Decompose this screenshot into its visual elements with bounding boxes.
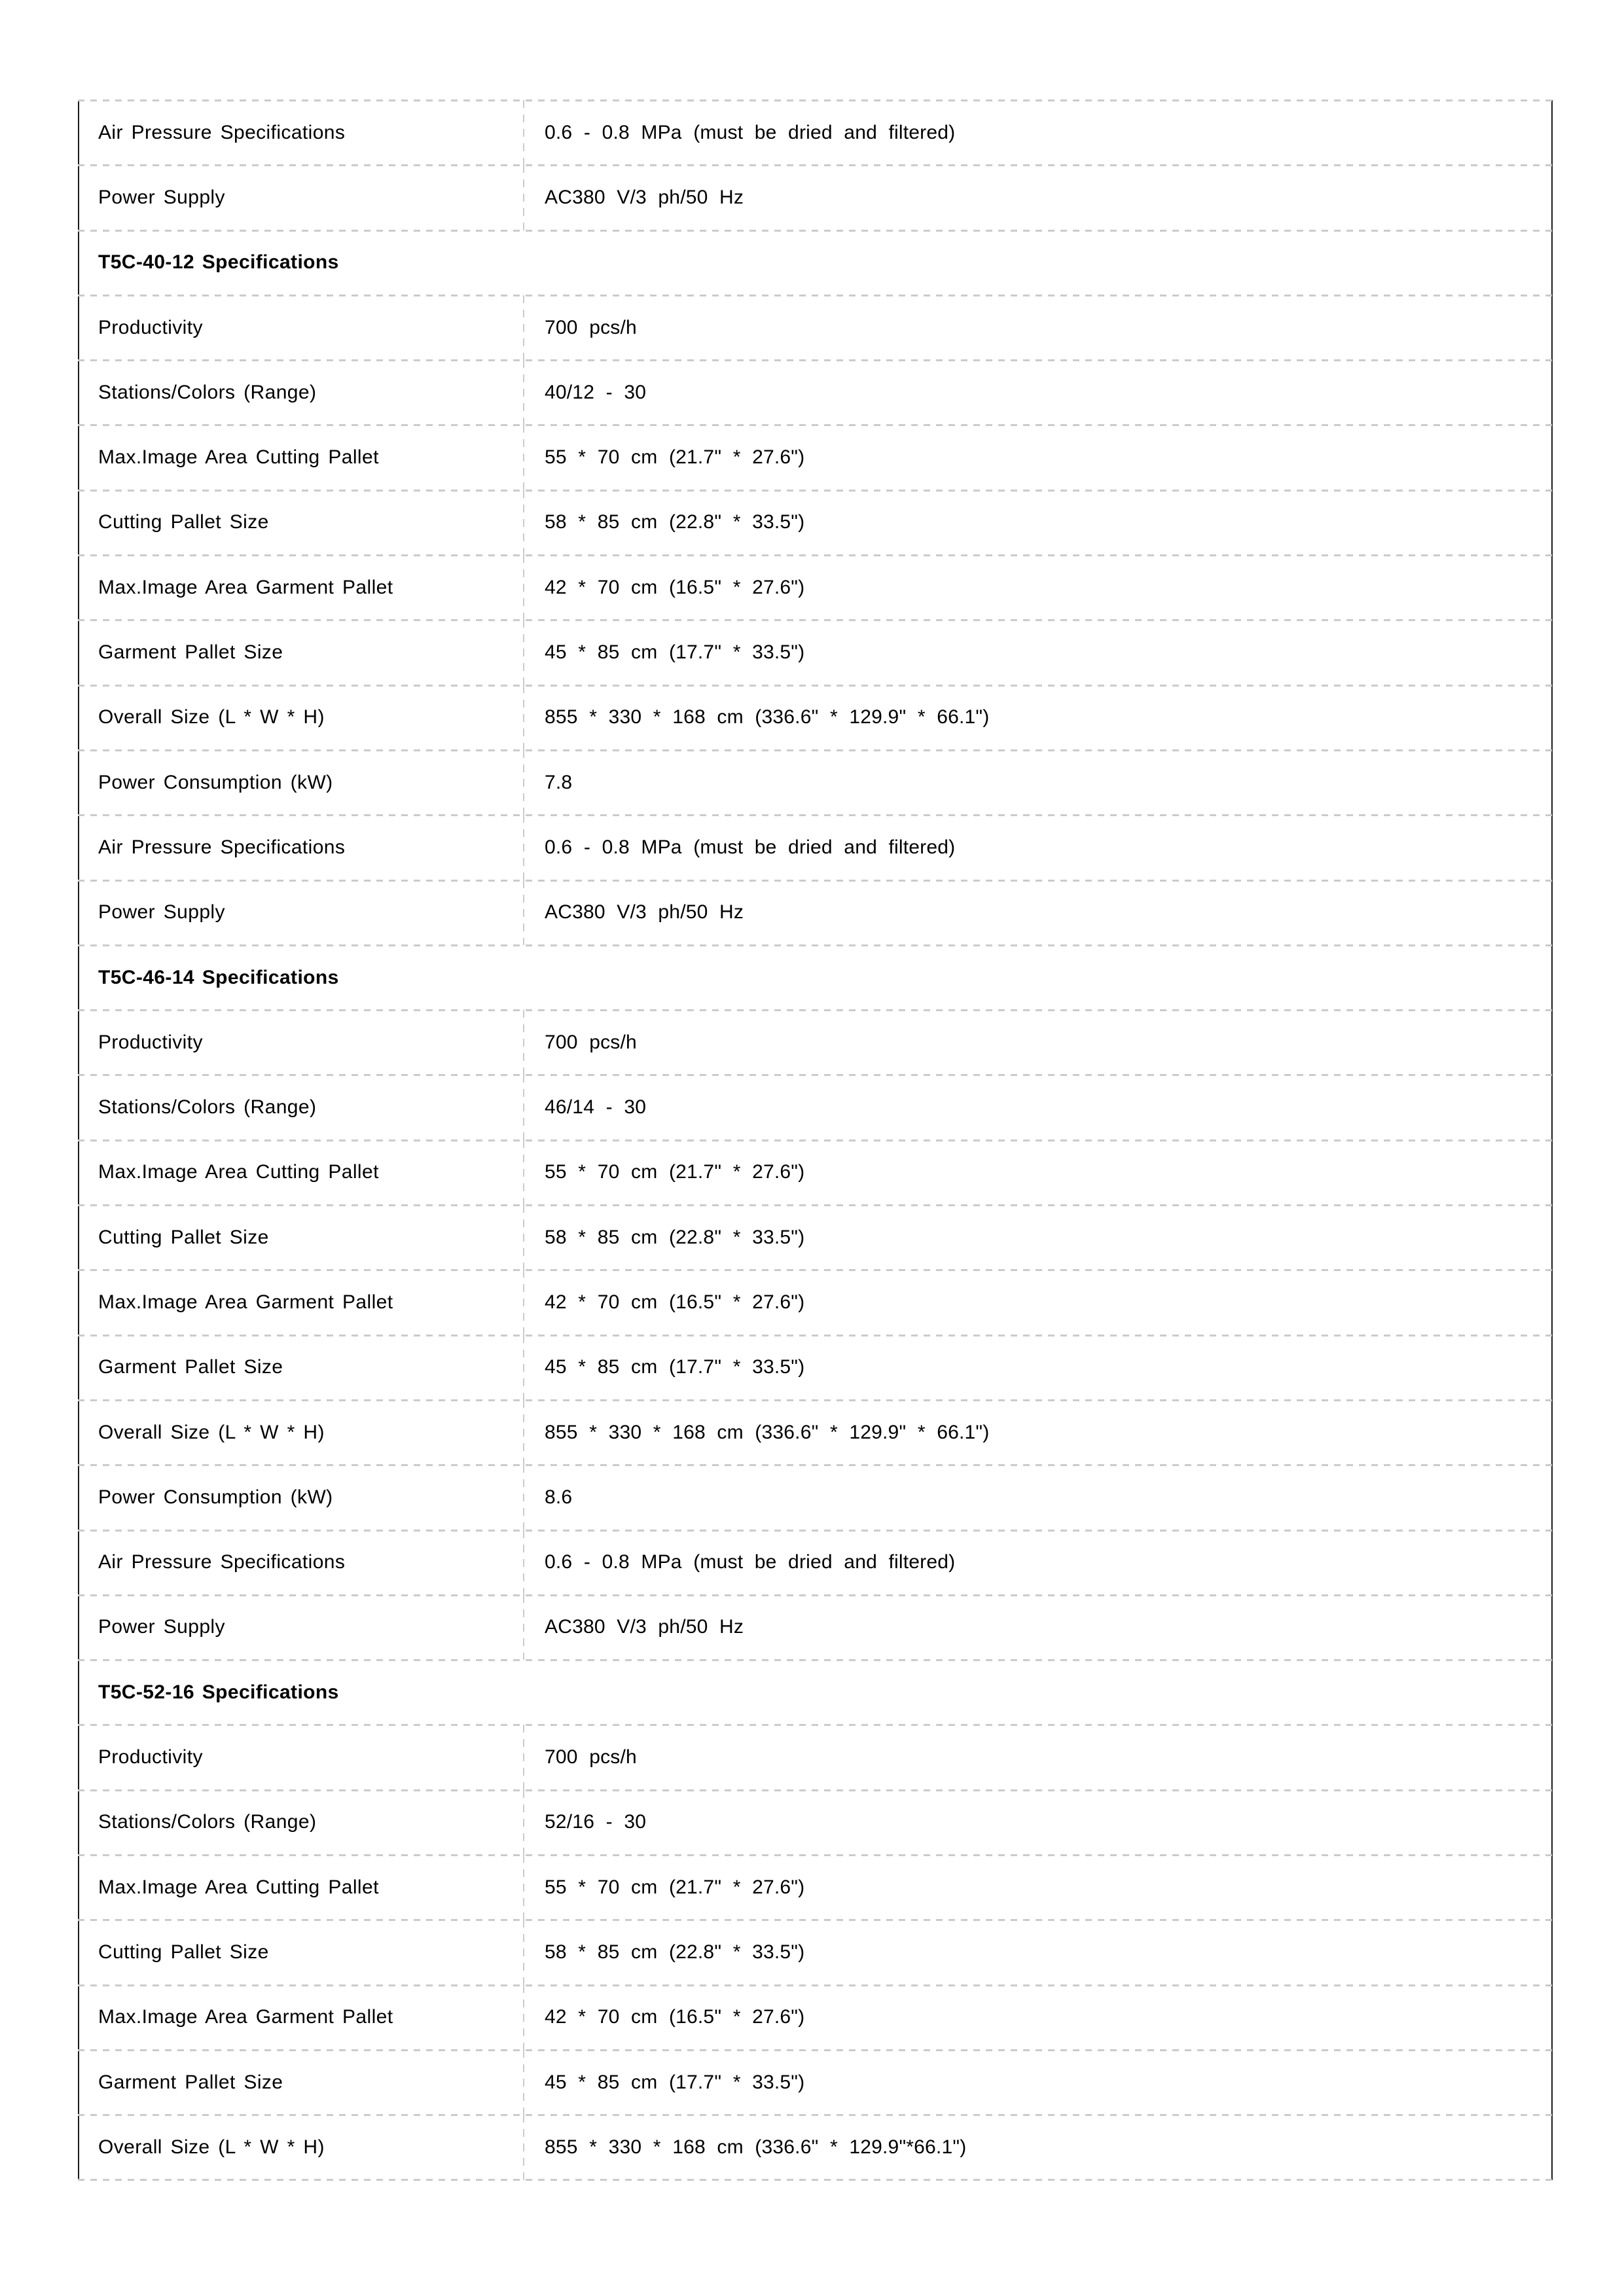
spec-label-cell xyxy=(79,360,524,425)
spec-row xyxy=(79,2050,1551,2115)
spec-value: 46/14 - 30 xyxy=(545,1096,647,1119)
spec-label-cell xyxy=(79,1465,524,1530)
spec-row xyxy=(79,685,1551,750)
spec-value: 52/16 - 30 xyxy=(545,1811,647,1833)
spec-value: 0.6 - 0.8 MPa (must be dried and filtered) xyxy=(545,836,956,858)
spec-value: 42 * 70 cm (16.5" * 27.6") xyxy=(545,576,805,598)
spec-value: 0.6 - 0.8 MPa (must be dried and filtered) xyxy=(545,1551,956,1573)
spec-value: 700 pcs/h xyxy=(545,1031,637,1053)
spec-value-cell xyxy=(524,880,1551,945)
spec-value-cell xyxy=(524,555,1551,620)
spec-label: Max.Image Area Garment Pallet xyxy=(98,2006,393,2028)
spec-label-cell xyxy=(79,1140,524,1205)
spec-row xyxy=(79,1465,1551,1530)
spec-row xyxy=(79,1595,1551,1660)
spec-label-cell xyxy=(79,295,524,360)
spec-label: Power Supply xyxy=(98,901,225,924)
spec-value-cell xyxy=(524,1270,1551,1335)
spec-label: Overall Size (L * W * H) xyxy=(98,2136,325,2158)
spec-label-cell xyxy=(79,1920,524,1984)
spec-row xyxy=(79,165,1551,230)
specs-table xyxy=(78,100,1553,2180)
spec-row xyxy=(79,1140,1551,1205)
spec-row xyxy=(79,490,1551,555)
spec-row xyxy=(79,620,1551,685)
spec-value-cell xyxy=(524,1595,1551,1660)
spec-value-cell xyxy=(524,490,1551,555)
spec-label-cell xyxy=(79,100,524,165)
spec-value-cell xyxy=(524,360,1551,425)
spec-label: Power Consumption (kW) xyxy=(98,1486,333,1508)
spec-label-cell xyxy=(79,685,524,750)
spec-label: Max.Image Area Cutting Pallet xyxy=(98,1876,379,1898)
section-header-label: T5C-40-12 Specifications xyxy=(98,251,339,274)
spec-label-cell xyxy=(79,1335,524,1400)
spec-label-cell xyxy=(79,1205,524,1270)
spec-label-cell xyxy=(79,2115,524,2179)
spec-row xyxy=(79,100,1551,165)
spec-value: 700 pcs/h xyxy=(545,1746,637,1768)
spec-value-cell xyxy=(524,1075,1551,1139)
spec-value: 55 * 70 cm (21.7" * 27.6") xyxy=(545,446,805,469)
spec-label: Power Supply xyxy=(98,186,225,208)
spec-value-cell xyxy=(524,685,1551,750)
spec-value-cell xyxy=(524,2050,1551,2115)
spec-value: 7.8 xyxy=(545,771,573,793)
spec-label: Air Pressure Specifications xyxy=(98,1551,346,1573)
spec-value: 45 * 85 cm (17.7" * 33.5") xyxy=(545,641,805,664)
spec-row xyxy=(79,1920,1551,1984)
spec-label: Productivity xyxy=(98,1031,203,1053)
spec-value-cell xyxy=(524,1335,1551,1400)
spec-value: 855 * 330 * 168 cm (336.6" * 129.9"*66.1") xyxy=(545,2136,967,2158)
spec-label-cell xyxy=(79,815,524,880)
spec-value: 8.6 xyxy=(545,1486,573,1508)
spec-label-cell xyxy=(79,620,524,685)
spec-value-cell xyxy=(524,1725,1551,1789)
spec-value-cell xyxy=(524,295,1551,360)
spec-label-cell xyxy=(79,2050,524,2115)
spec-label: Max.Image Area Garment Pallet xyxy=(98,1291,393,1313)
spec-label: Air Pressure Specifications xyxy=(98,121,346,143)
spec-value: 700 pcs/h xyxy=(545,316,637,338)
spec-row xyxy=(79,1400,1551,1465)
spec-value: 40/12 - 30 xyxy=(545,381,647,403)
spec-value: AC380 V/3 ph/50 Hz xyxy=(545,186,744,208)
spec-value-cell xyxy=(524,425,1551,490)
spec-row xyxy=(79,1075,1551,1139)
section-header-cell xyxy=(79,1660,1551,1725)
spec-value-cell xyxy=(524,750,1551,815)
spec-label: Power Consumption (kW) xyxy=(98,771,333,793)
spec-label-cell xyxy=(79,490,524,555)
spec-label-cell xyxy=(79,1595,524,1660)
spec-value-cell xyxy=(524,1400,1551,1465)
spec-row xyxy=(79,750,1551,815)
spec-row xyxy=(79,1205,1551,1270)
spec-value-cell xyxy=(524,1790,1551,1855)
section-header-cell xyxy=(79,230,1551,295)
spec-row xyxy=(79,295,1551,360)
section-header-row xyxy=(79,230,1551,295)
spec-label: Productivity xyxy=(98,316,203,338)
spec-label-cell xyxy=(79,880,524,945)
spec-label-cell xyxy=(79,1400,524,1465)
spec-label: Overall Size (L * W * H) xyxy=(98,1421,325,1443)
spec-label: Air Pressure Specifications xyxy=(98,836,346,858)
section-header-label: T5C-52-16 Specifications xyxy=(98,1681,339,1703)
spec-label-cell xyxy=(79,1725,524,1789)
spec-label: Max.Image Area Cutting Pallet xyxy=(98,1161,379,1183)
spec-label: Cutting Pallet Size xyxy=(98,1941,269,1963)
spec-value-cell xyxy=(524,1920,1551,1984)
spec-label: Garment Pallet Size xyxy=(98,2071,283,2093)
spec-row xyxy=(79,425,1551,490)
spec-label-cell xyxy=(79,1855,524,1920)
spec-value: 58 * 85 cm (22.8" * 33.5") xyxy=(545,1226,805,1248)
spec-row xyxy=(79,1790,1551,1855)
spec-label-cell xyxy=(79,1790,524,1855)
spec-label: Cutting Pallet Size xyxy=(98,1226,269,1248)
spec-label: Productivity xyxy=(98,1746,203,1768)
spec-label-cell xyxy=(79,1270,524,1335)
spec-value: 45 * 85 cm (17.7" * 33.5") xyxy=(545,2071,805,2093)
spec-label: Overall Size (L * W * H) xyxy=(98,706,325,728)
spec-label: Garment Pallet Size xyxy=(98,1356,283,1378)
spec-value-cell xyxy=(524,1140,1551,1205)
spec-label: Stations/Colors (Range) xyxy=(98,1096,317,1119)
spec-value: 42 * 70 cm (16.5" * 27.6") xyxy=(545,1291,805,1313)
spec-row xyxy=(79,1530,1551,1595)
spec-row xyxy=(79,1725,1551,1789)
spec-label: Stations/Colors (Range) xyxy=(98,381,317,403)
spec-row xyxy=(79,2115,1551,2179)
spec-label-cell xyxy=(79,165,524,230)
spec-value-cell xyxy=(524,1855,1551,1920)
spec-value: 42 * 70 cm (16.5" * 27.6") xyxy=(545,2006,805,2028)
spec-label: Max.Image Area Garment Pallet xyxy=(98,576,393,598)
spec-label-cell xyxy=(79,1075,524,1139)
spec-value: 855 * 330 * 168 cm (336.6" * 129.9" * 66.1") xyxy=(545,706,990,728)
spec-row xyxy=(79,555,1551,620)
spec-value: 0.6 - 0.8 MPa (must be dried and filtered) xyxy=(545,121,956,143)
spec-value: 58 * 85 cm (22.8" * 33.5") xyxy=(545,1941,805,1963)
section-header-cell xyxy=(79,945,1551,1010)
spec-value: 55 * 70 cm (21.7" * 27.6") xyxy=(545,1161,805,1183)
spec-value: AC380 V/3 ph/50 Hz xyxy=(545,1616,744,1638)
spec-value: 55 * 70 cm (21.7" * 27.6") xyxy=(545,1876,805,1898)
spec-row xyxy=(79,880,1551,945)
spec-row xyxy=(79,1010,1551,1075)
spec-value-cell xyxy=(524,1010,1551,1075)
spec-label: Max.Image Area Cutting Pallet xyxy=(98,446,379,469)
spec-value-cell xyxy=(524,815,1551,880)
spec-row xyxy=(79,1985,1551,2050)
section-header-row xyxy=(79,945,1551,1010)
spec-row xyxy=(79,1270,1551,1335)
spec-row xyxy=(79,1855,1551,1920)
spec-label: Power Supply xyxy=(98,1616,225,1638)
spec-label-cell xyxy=(79,555,524,620)
spec-value: 855 * 330 * 168 cm (336.6" * 129.9" * 66.1") xyxy=(545,1421,990,1443)
spec-label: Garment Pallet Size xyxy=(98,641,283,664)
spec-value-cell xyxy=(524,1465,1551,1530)
spec-label-cell xyxy=(79,750,524,815)
spec-value-cell xyxy=(524,2115,1551,2179)
spec-value-cell xyxy=(524,620,1551,685)
spec-label: Stations/Colors (Range) xyxy=(98,1811,317,1833)
spec-value-cell xyxy=(524,165,1551,230)
spec-value: 58 * 85 cm (22.8" * 33.5") xyxy=(545,511,805,533)
spec-label: Cutting Pallet Size xyxy=(98,511,269,533)
spec-value-cell xyxy=(524,1530,1551,1595)
spec-row xyxy=(79,360,1551,425)
spec-value-cell xyxy=(524,1205,1551,1270)
spec-value: 45 * 85 cm (17.7" * 33.5") xyxy=(545,1356,805,1378)
spec-value-cell xyxy=(524,100,1551,165)
spec-label-cell xyxy=(79,425,524,490)
spec-label-cell xyxy=(79,1010,524,1075)
spec-label-cell xyxy=(79,1530,524,1595)
spec-row xyxy=(79,1335,1551,1400)
section-header-label: T5C-46-14 Specifications xyxy=(98,966,339,988)
section-header-row xyxy=(79,1660,1551,1725)
spec-value-cell xyxy=(524,1985,1551,2050)
spec-value: AC380 V/3 ph/50 Hz xyxy=(545,901,744,924)
spec-row xyxy=(79,815,1551,880)
spec-label-cell xyxy=(79,1985,524,2050)
